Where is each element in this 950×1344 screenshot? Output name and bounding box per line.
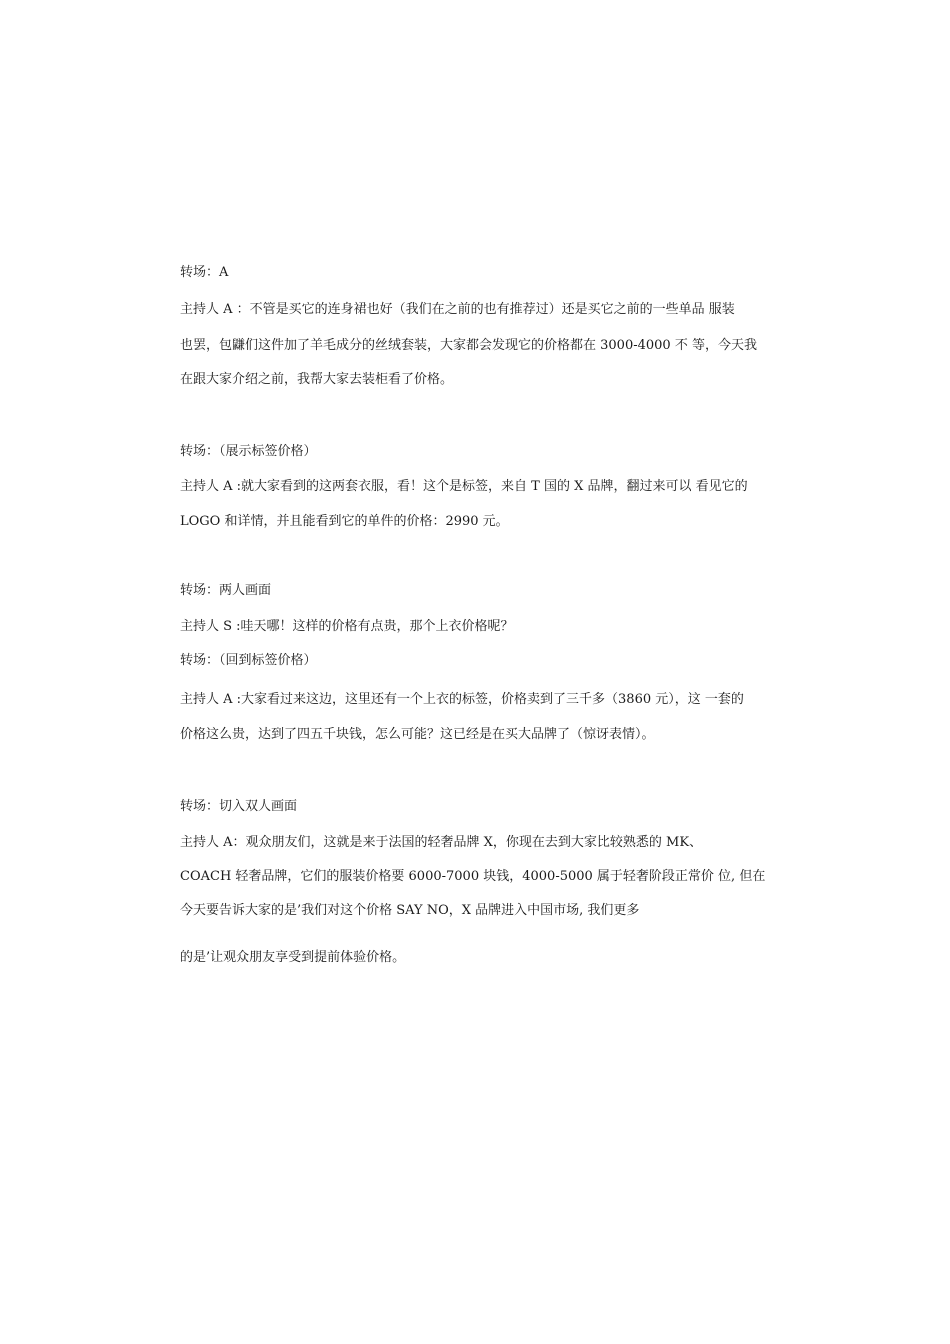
transition-line: 转场：两人画面 — [180, 583, 272, 598]
transition-line: 转场：A — [180, 265, 229, 280]
paragraph-line: COACH 轻奢品牌，它们的服装价格要 6000-7000 块钱，4000-5000 属于轻奢阶段正常价 位, 但在 — [180, 869, 766, 884]
paragraph-line: 主持人 A ：不管是买它的连身裙也好（我们在之前的也有推荐过）还是买它之前的一些单品 服装 — [180, 302, 735, 317]
paragraph-line: LOGO 和详情，并且能看到它的单件的价格：2990 元。 — [180, 514, 509, 529]
transition-line: 转场：切入双人画面 — [180, 799, 298, 814]
paragraph-line: 主持人 A：观众朋友们，这就是来于法国的轻奢品牌 X，你现在去到大家比较熟悉的 MK、 — [180, 835, 703, 850]
transition-line: 转场：（展示标签价格） — [180, 444, 317, 459]
paragraph-line: 主持人 A :就大家看到的这两套衣服，看！这个是标签，来自 T 国的 X 品牌，翻过来可以 看见它的 — [180, 479, 748, 494]
paragraph-line: 的是’让观众朋友享受到提前体验价格。 — [180, 950, 406, 965]
transition-line: 转场：（回到标签价格） — [180, 653, 317, 668]
paragraph-line: 今天要告诉大家的是’我们对这个价格 SAY NO，X 品牌进入中国市场, 我们更多 — [180, 903, 640, 918]
paragraph-line: 价格这么贵，达到了四五千块钱，怎么可能？这已经是在买大品牌了（惊讶表情）。 — [180, 727, 655, 742]
paragraph-line: 在跟大家介绍之前，我帮大家去装柜看了价格。 — [180, 372, 454, 387]
paragraph-line: 主持人 A :大家看过来这边，这里还有一个上衣的标签，价格卖到了三千多（3860 元），这 一套的 — [180, 692, 744, 707]
paragraph-line: 主持人 S :哇天哪！这样的价格有点贵，那个上衣价格呢？ — [180, 619, 514, 634]
paragraph-line: 也罢，包鼸们这件加了羊毛成分的丝绒套装，大家都会发现它的价格都在 3000-4000 不 等，今天我 — [180, 338, 757, 353]
